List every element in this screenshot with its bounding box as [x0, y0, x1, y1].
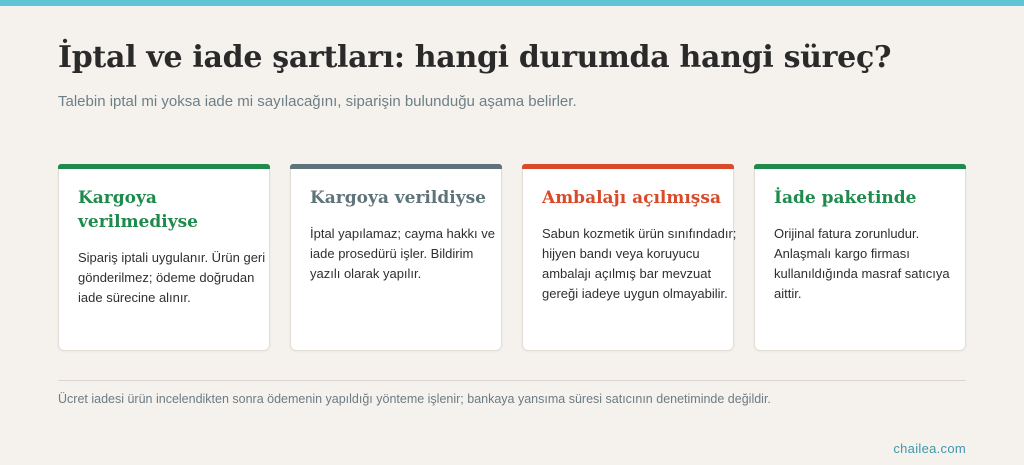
card-title: Kargoya verilmediyse — [78, 188, 198, 232]
page-subtitle: Talebin iptal mi yoksa iade mi sayılacağını, siparişin bulunduğu aşama belirler. — [58, 93, 577, 110]
card-shipped — [290, 164, 502, 351]
card-body: Sabun kozmetik ürün sınıfındadır; hijyen bandı veya koruyucu ambalajı açılmış bar mevzuat gereği iadeye uygun olmayabilir. — [542, 226, 737, 301]
card-body: İptal yapılamaz; cayma hakkı ve iade prosedürü işler. Bildirim yazılı olarak yapılır. — [310, 226, 495, 281]
brand-link[interactable]: chailea.com — [893, 441, 966, 456]
card-accent-bar — [754, 164, 966, 169]
card-title: Kargoya verildiyse — [310, 188, 486, 208]
card-accent-bar — [58, 164, 270, 169]
footer-divider — [58, 380, 966, 381]
card-return-package — [754, 164, 966, 351]
card-not-shipped — [58, 164, 270, 351]
card-body: Sipariş iptali uygulanır. Ürün geri gönderilmez; ödeme doğrudan iade sürecine alınır. — [78, 250, 266, 305]
card-body: Orijinal fatura zorunludur. Anlaşmalı kargo firması kullanıldığında masraf satıcıya aittir. — [774, 226, 950, 301]
footer-note: Ücret iadesi ürün incelendikten sonra ödemenin yapıldığı yönteme işlenir; bankaya yansıma süresi satıcının denetiminde değildir. — [58, 392, 771, 406]
page-title: İptal ve iade şartları: hangi durumda hangi süreç? — [58, 40, 892, 75]
card-package-opened — [522, 164, 737, 351]
card-accent-bar — [290, 164, 502, 169]
top-accent-bar — [0, 0, 1024, 6]
card-accent-bar — [522, 164, 734, 169]
card-title: Ambalajı açılmışsa — [542, 188, 721, 208]
card-title: İade paketinde — [774, 188, 917, 208]
